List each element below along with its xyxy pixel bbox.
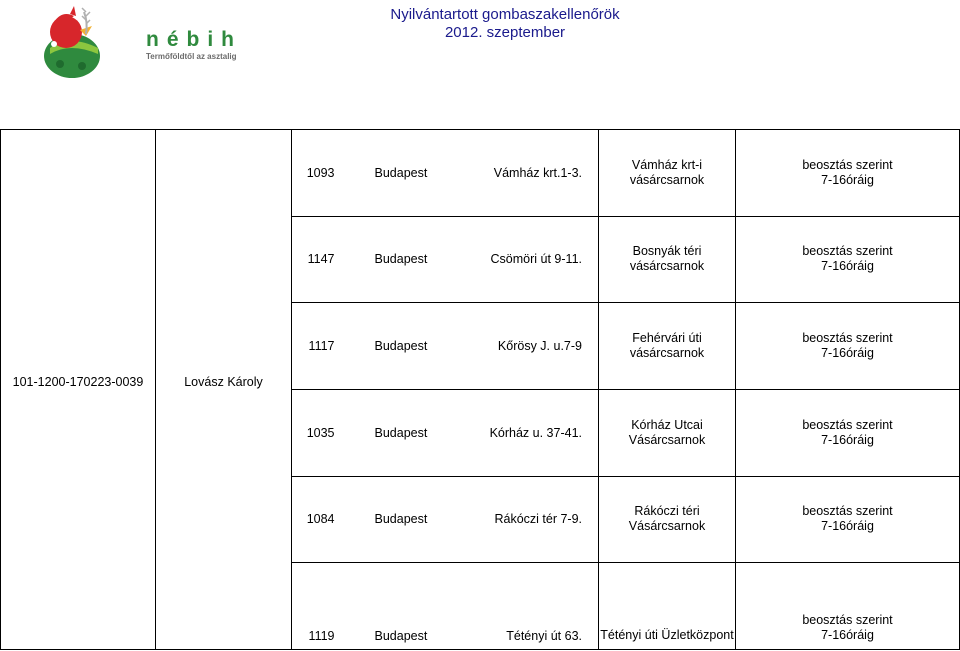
market-name-line: Bosnyák téri <box>632 244 702 259</box>
schedule-line: beosztás szerint <box>802 157 893 172</box>
market-type-line: vásárcsarnok <box>629 259 705 274</box>
market-name-line: Tétényi úti Üzletközpont <box>600 628 734 642</box>
market-type-line: Vásárcsarnok <box>628 432 706 447</box>
city-cell: Budapest <box>349 130 439 217</box>
market-type-line: Vásárcsarnok <box>628 519 706 534</box>
inspector-name: Lovász Károly <box>184 375 263 390</box>
zip-cell: 1119 <box>292 563 349 650</box>
name-cell-top <box>156 130 292 390</box>
market-name-line: Vámház krt-i <box>631 157 703 172</box>
market-type-line: vásárcsarnok <box>629 172 705 187</box>
hours-line: 7-16óráig <box>821 172 874 187</box>
logo-tagline: Termőföldtől az asztalig <box>146 52 237 61</box>
schedule-cell <box>736 303 960 390</box>
schedule-cell <box>736 476 960 563</box>
hours-line: 7-16óráig <box>821 432 874 447</box>
market-cell <box>599 130 736 217</box>
schedule-line: beosztás szerint <box>802 417 893 432</box>
city-cell: Budapest <box>349 389 439 476</box>
document-header <box>330 6 680 42</box>
market-cell <box>599 389 736 476</box>
registration-cell-top <box>1 130 156 390</box>
city-cell: Budapest <box>349 303 439 390</box>
schedule-line: beosztás szerint <box>802 244 893 259</box>
address-cell: Vámház krt.1-3. <box>439 130 599 217</box>
logo-brand-text: nébih <box>146 28 242 51</box>
registration-number: 101-1200-170223-0039 <box>12 375 144 390</box>
zip-cell: 1035 <box>292 389 349 476</box>
document-period: 2012. szeptember <box>444 24 566 41</box>
inspector-name-cell <box>156 375 292 649</box>
schedule-line: beosztás szerint <box>802 504 893 519</box>
hours-line: 7-16óráig <box>821 259 874 274</box>
schedule-line: beosztás szerint <box>802 613 893 627</box>
city-cell: Budapest <box>349 563 439 650</box>
address-cell: Csömöri út 9-11. <box>439 216 599 303</box>
market-cell <box>599 563 736 650</box>
market-type-line: vásárcsarnok <box>629 346 705 361</box>
market-cell <box>599 216 736 303</box>
registration-cell <box>1 375 156 649</box>
zip-cell: 1093 <box>292 130 349 217</box>
zip-cell: 1117 <box>292 303 349 390</box>
address-cell: Kőrösy J. u.7-9 <box>439 303 599 390</box>
schedule-cell <box>736 216 960 303</box>
market-name-line: Kórház Utcai <box>631 417 703 432</box>
address-cell: Tétényi út 63. <box>439 563 599 650</box>
hours-line: 7-16óráig <box>821 628 874 642</box>
city-cell: Budapest <box>349 216 439 303</box>
document-title: Nyilvántartott gombaszakellenőrök <box>390 6 620 23</box>
zip-cell: 1084 <box>292 476 349 563</box>
city-cell: Budapest <box>349 476 439 563</box>
market-cell <box>599 476 736 563</box>
schedule-cell <box>736 130 960 217</box>
market-cell <box>599 303 736 390</box>
nebih-logo <box>40 4 242 84</box>
market-name-line: Rákóczi téri <box>634 504 700 519</box>
table-row <box>1 389 960 476</box>
address-cell: Kórház u. 37-41. <box>439 389 599 476</box>
hours-line: 7-16óráig <box>821 519 874 534</box>
hours-line: 7-16óráig <box>821 346 874 361</box>
inspectors-table <box>0 129 960 650</box>
market-name-line: Fehérvári úti <box>632 331 702 346</box>
zip-cell: 1147 <box>292 216 349 303</box>
nebih-emblem-icon <box>40 4 110 84</box>
schedule-cell <box>736 563 960 650</box>
address-cell: Rákóczi tér 7-9. <box>439 476 599 563</box>
schedule-line: beosztás szerint <box>802 331 893 346</box>
schedule-cell <box>736 389 960 476</box>
table-row <box>1 130 960 217</box>
